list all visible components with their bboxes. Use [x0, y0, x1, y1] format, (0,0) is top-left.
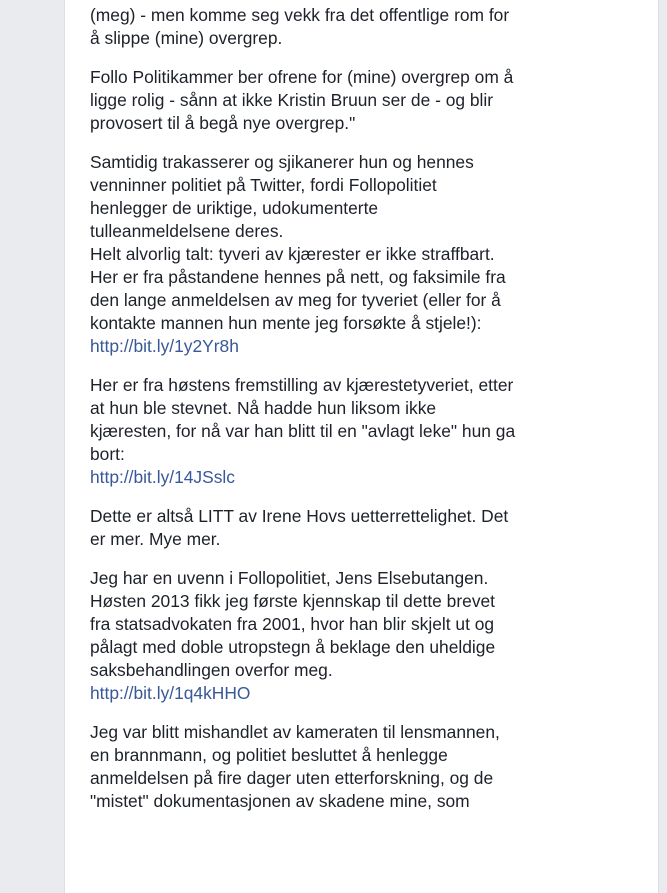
post-text-line: provosert til å begå nye overgrep.": [90, 113, 356, 133]
post-paragraph: [90, 505, 570, 551]
post-text-line: pålagt med doble utropstegn å beklage den uheldige: [90, 637, 496, 657]
post-text-line: kjæresten, for nå var han blitt til en "avlagt leke" hun ga: [90, 421, 516, 441]
post-text-line: saksbehandlingen overfor meg.: [90, 660, 333, 680]
post-text-line: Her er fra påstandene hennes på nett, og faksimile fra: [90, 267, 506, 287]
post-text-line: (meg) - men komme seg vekk fra det offentlige rom for: [90, 5, 510, 25]
post-text-line: Helt alvorlig talt: tyveri av kjærester er ikke straffbart.: [90, 244, 495, 264]
post-text-line: anmeldelsen på fire dager uten etterforskning, og de: [90, 768, 494, 788]
post-card: [64, 0, 659, 893]
post-text-line: "mistet" dokumentasjonen av skadene mine, som: [90, 791, 470, 811]
post-paragraph: [90, 4, 570, 50]
post-link[interactable]: http://bit.ly/1y2Yr8h: [90, 336, 239, 356]
post-text-line: Samtidig trakasserer og sjikanerer hun og hennes: [90, 152, 474, 172]
post-text-line: Follo Politikammer ber ofrene for (mine) overgrep om å: [90, 67, 514, 87]
post-text-line: å slippe (mine) overgrep.: [90, 28, 283, 48]
post-text-line: den lange anmeldelsen av meg for tyveriet (eller for å: [90, 290, 501, 310]
post-text-line: at hun ble stevnet. Nå hadde hun liksom ikke: [90, 398, 437, 418]
post-paragraph: [90, 151, 570, 358]
post-paragraph: [90, 567, 570, 705]
post-paragraph: [90, 374, 570, 489]
post-text-line: er mer. Mye mer.: [90, 529, 221, 549]
post-text-line: henlegger de uriktige, udokumenterte: [90, 198, 379, 218]
post-text-line: venninner politiet på Twitter, fordi Follopolitiet: [90, 175, 437, 195]
post-paragraph: [90, 721, 570, 813]
post-text-line: Høsten 2013 fikk jeg første kjennskap til dette brevet: [90, 591, 496, 611]
post-text-line: ligge rolig - sånn at ikke Kristin Bruun ser de - og blir: [90, 90, 494, 110]
post-text-line: Dette er altså LITT av Irene Hovs uetterrettelighet. Det: [90, 506, 509, 526]
post-text-line: Her er fra høstens fremstilling av kjærestetyveriet, etter: [90, 375, 514, 395]
post-text-line: en brannmann, og politiet besluttet å henlegge: [90, 745, 448, 765]
post-text-line: kontakte mannen hun mente jeg forsøkte å stjele!):: [90, 313, 482, 333]
post-link[interactable]: http://bit.ly/14JSslc: [90, 467, 235, 487]
post-text-line: Jeg har en uvenn i Follopolitiet, Jens Elsebutangen.: [90, 568, 489, 588]
post-text-line: tulleanmeldelsene deres.: [90, 221, 284, 241]
post-paragraph: [90, 66, 570, 135]
post-text-line: bort:: [90, 444, 125, 464]
post-link[interactable]: http://bit.ly/1q4kHHO: [90, 683, 251, 703]
post-body: [90, 4, 570, 829]
post-text-line: fra statsadvokaten fra 2001, hvor han blir skjelt ut og: [90, 614, 495, 634]
post-text-line: Jeg var blitt mishandlet av kameraten til lensmannen,: [90, 722, 500, 742]
